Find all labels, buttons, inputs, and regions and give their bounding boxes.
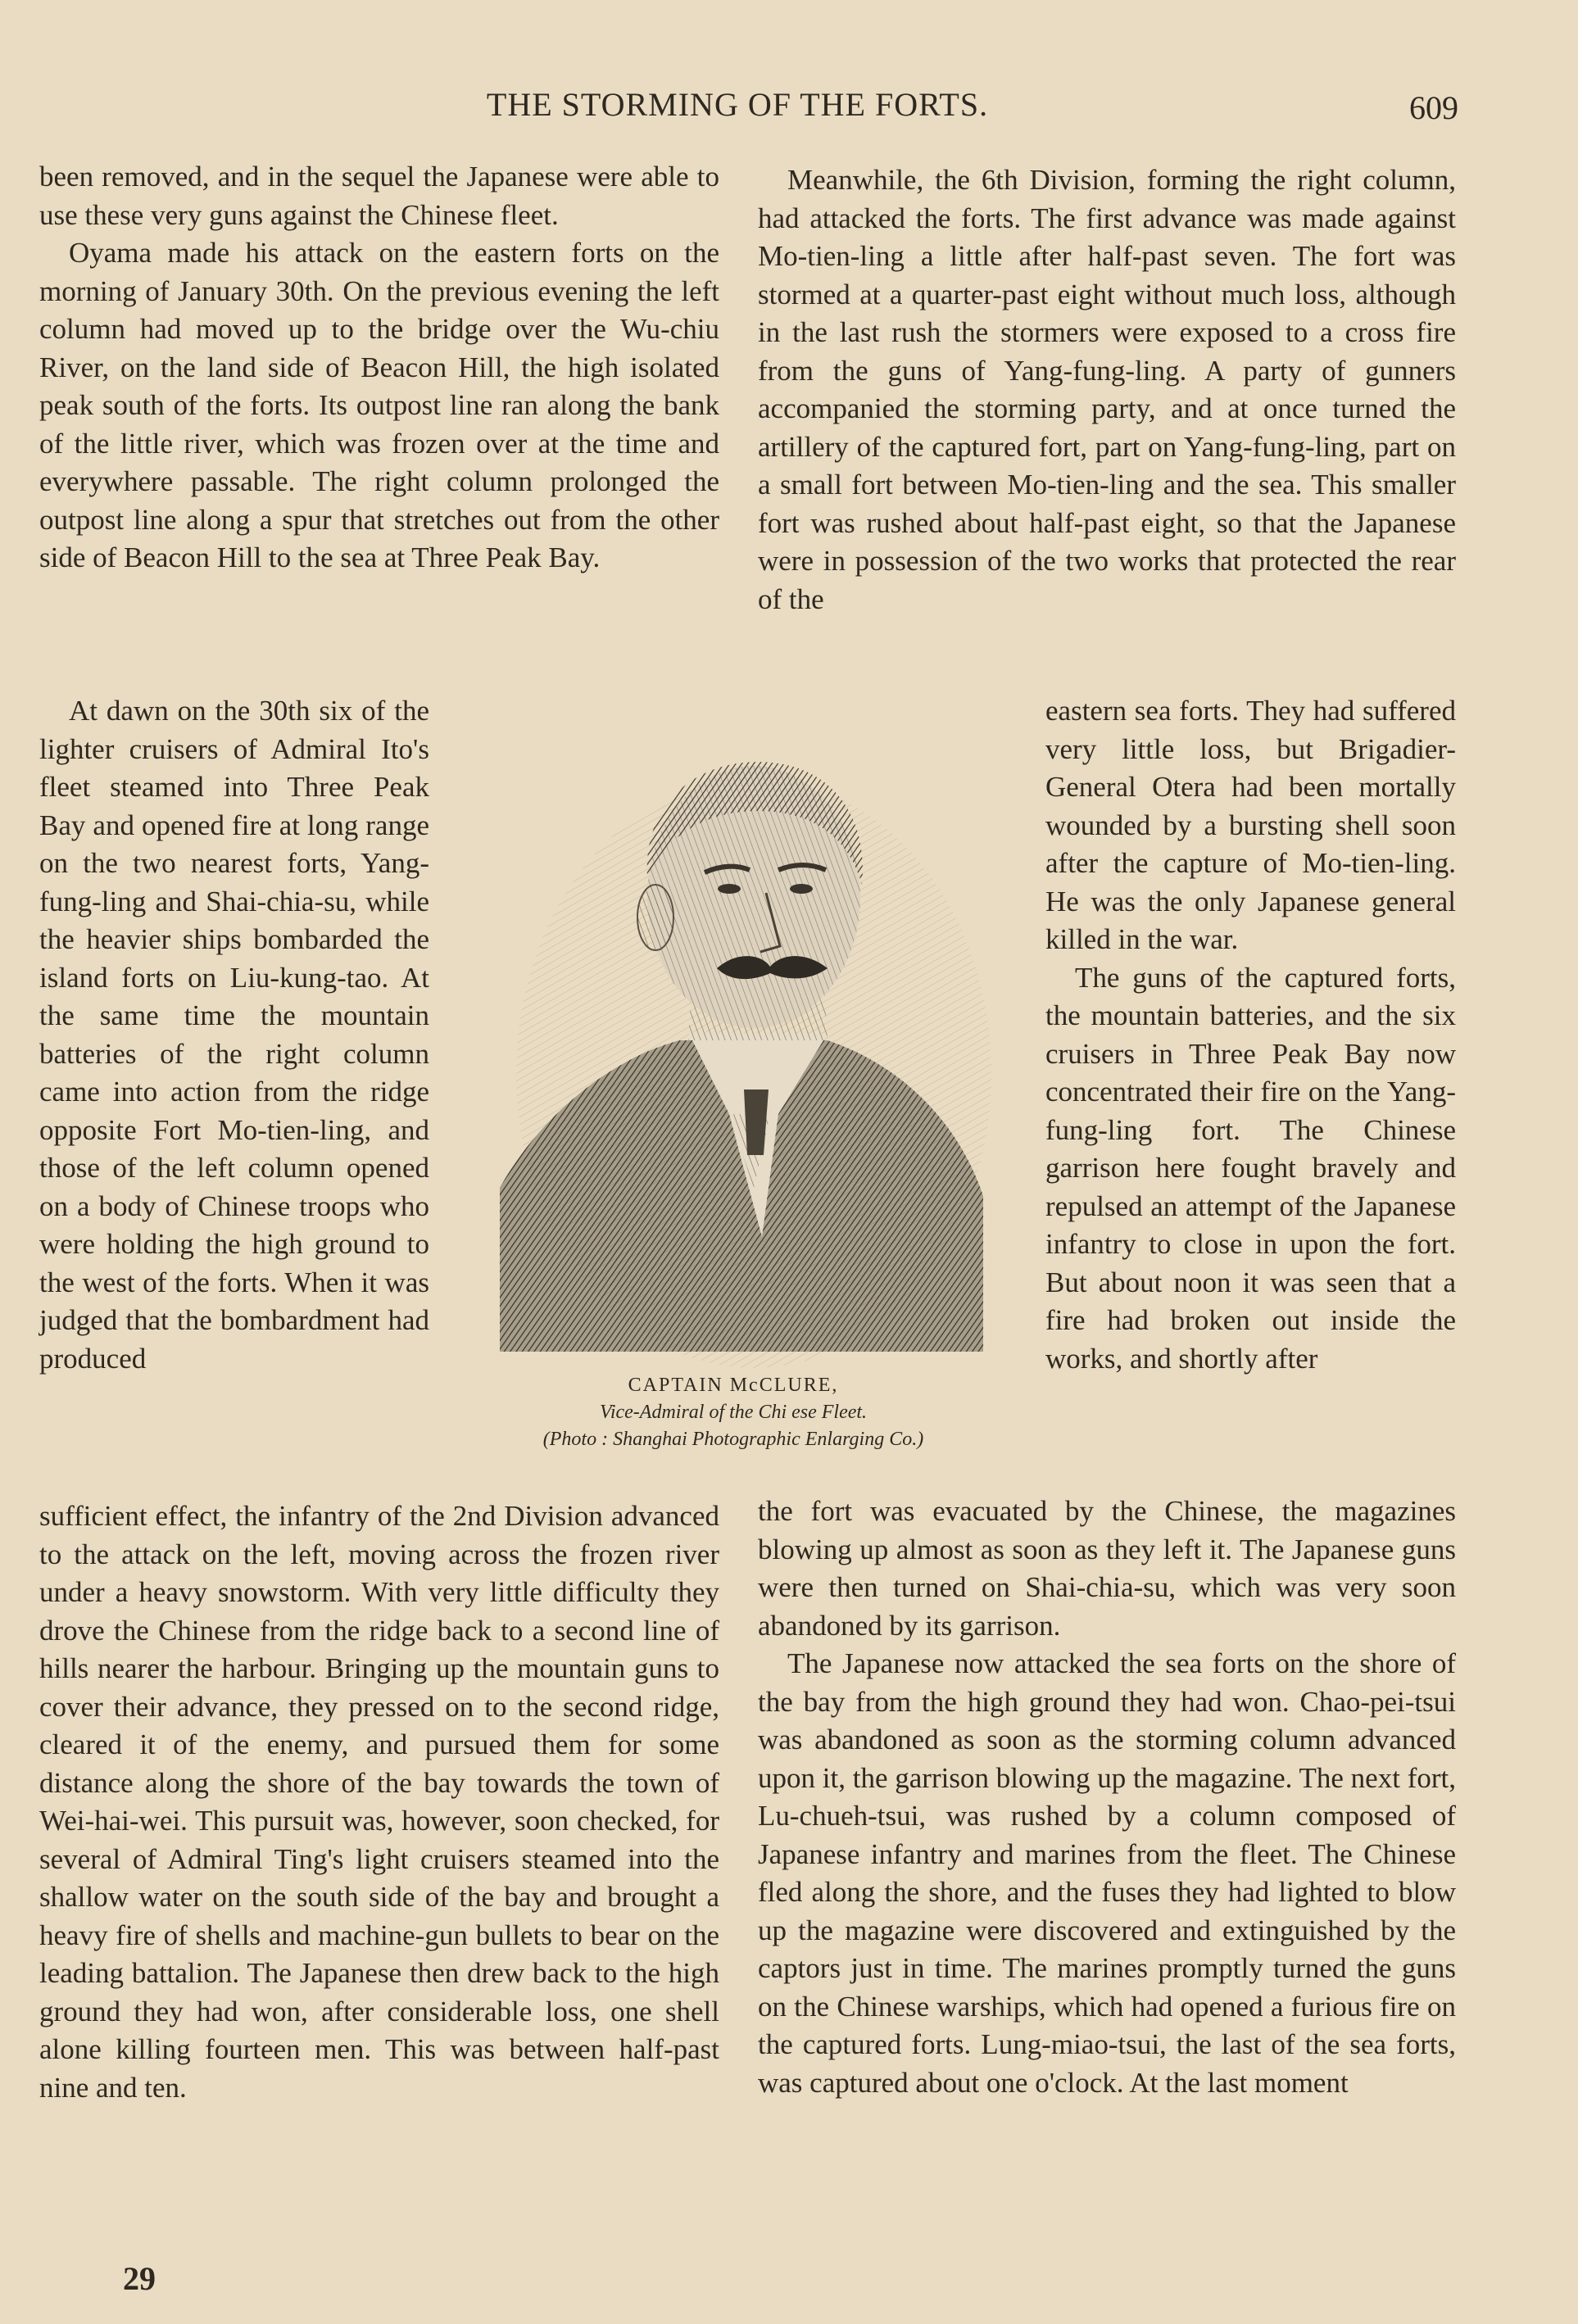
caption-role: Vice-Admiral of the Chi ese Fleet. bbox=[599, 1402, 868, 1423]
left-column-top bbox=[39, 158, 719, 578]
paragraph: At dawn on the 30th six of the lighter cruisers of Admiral Ito's fleet steamed into Three Peak Bay and opened fire at long range on the two nearest forts, Yang-fung-ling and Shai-chia-su, while the heavier ships bombarded the island forts on Liu-kung-tao. At the same time the mountain batteries of the right column came into action from the ridge opposite Fort Mo-tien-ling, and those of the left column opened on a body of Chinese troops who were holding the high ground to the west of the forts. When it was judged that the bombardment had produced bbox=[39, 695, 429, 1375]
right-column-bottom bbox=[758, 1493, 1456, 2102]
paragraph: been removed, and in the sequel the Japanese were able to use these very guns against the Chinese fleet. bbox=[39, 161, 719, 231]
paragraph: The guns of the captured forts, the mountain batteries, and the six cruisers in Three Peak Bay now concentrated their fire on the Yang-fung-ling fort. The Chinese garrison here fought bravely and repulsed an attempt of the Japanese infantry to close in upon the fort. But about noon it was seen that a fire had broken out inside the works, and shortly after bbox=[1045, 961, 1456, 1375]
paragraph: sufficient effect, the infantry of the 2nd Division advanced to the attack on the left, moving across the frozen river under a heavy snowstorm. With very little difficulty they drove the Chinese from the ridge back to a second line of hills nearer the harbour. Bringing up the mountain guns to cover their advance, they pressed on to the second ridge, cleared it of the enemy, and pursued them for some distance along the shore of the bay towards the town of Wei-hai-wei. This pursuit was, however, soon checked, for several of Admiral Ting's light cruisers steamed into the shallow water on the south side of the bay and brought a heavy fire of shells and machine-gun bullets to bear on the leading battalion. The Japanese then drew back to the high ground they had won, after considerable loss, one shell alone killing fourteen men. This was between half-past nine and ten. bbox=[39, 1500, 719, 2104]
caption-name: CAPTAIN McCLURE, bbox=[628, 1375, 839, 1396]
running-head: THE STORMING OF THE FORTS. bbox=[486, 86, 989, 123]
right-column-top bbox=[758, 161, 1456, 618]
paragraph: Meanwhile, the 6th Division, forming the right column, had attacked the forts. The first advance was made against Mo-tien-ling a little after half-past seven. The fort was stormed at a quarter-past eight without much loss, although in the last rush the stormers were exposed to a cross fire from the guns of Yang-fung-ling. A party of gunners accompanied the storming party, and at once turned the artillery of the captured fort, part on Yang-fung-ling, part on a small fort between Mo-tien-ling and the sea. This smaller fort was rushed about half-past eight, so that the Japanese were in possession of the two works that protected the rear of the bbox=[758, 164, 1456, 615]
caption-credit: (Photo : Shanghai Photographic Enlarging Co.) bbox=[542, 1429, 924, 1450]
page-number: 609 bbox=[1409, 89, 1458, 126]
left-column-narrow bbox=[39, 692, 429, 1378]
signature-mark: 29 bbox=[123, 2260, 156, 2297]
left-column-bottom bbox=[39, 1497, 719, 2107]
engraved-portrait-icon bbox=[483, 729, 991, 1368]
portrait-caption bbox=[475, 1372, 991, 1453]
paragraph: the fort was evacuated by the Chinese, the magazines blowing up almost as soon as they left it. The Japanese guns were then turned on Shai-chia-su, which was very soon abandoned by its garrison. bbox=[758, 1495, 1456, 1642]
paragraph: The Japanese now attacked the sea forts on the shore of the bay from the high ground they had won. Chao-pei-tsui was abandoned as soon as the storming column advanced upon it, the garrison blowing up the magazine. The next fort, Lu-chueh-tsui, was rushed by a column composed of Japanese infantry and marines from the fleet. The Chinese fled along the shore, and the fuses they had lighted to blow up the magazine were discovered and extinguished by the captors just in time. The marines promptly turned the guns on the Chinese warships, which had opened a furious fire on the captured forts. Lung-miao-tsui, the last of the sea forts, was captured about one o'clock. At the last moment bbox=[758, 1647, 1456, 2099]
paragraph: eastern sea forts. They had suffered very little loss, but Brigadier-General Otera had been mortally wounded by a bursting shell soon after the capture of Mo-tien-ling. He was the only Japanese general killed in the war. bbox=[1045, 695, 1456, 955]
paragraph: Oyama made his attack on the eastern forts on the morning of January 30th. On the previous evening the left column had moved up to the bridge over the Wu-chiu River, on the land side of Beacon Hill, the high isolated peak south of the forts. Its outpost line ran along the bank of the little river, which was frozen over at the time and everywhere passable. The right column prolonged the outpost line along a spur that stretches out from the other side of Beacon Hill to the sea at Three Peak Bay. bbox=[39, 237, 719, 573]
right-column-narrow bbox=[1045, 692, 1456, 1378]
